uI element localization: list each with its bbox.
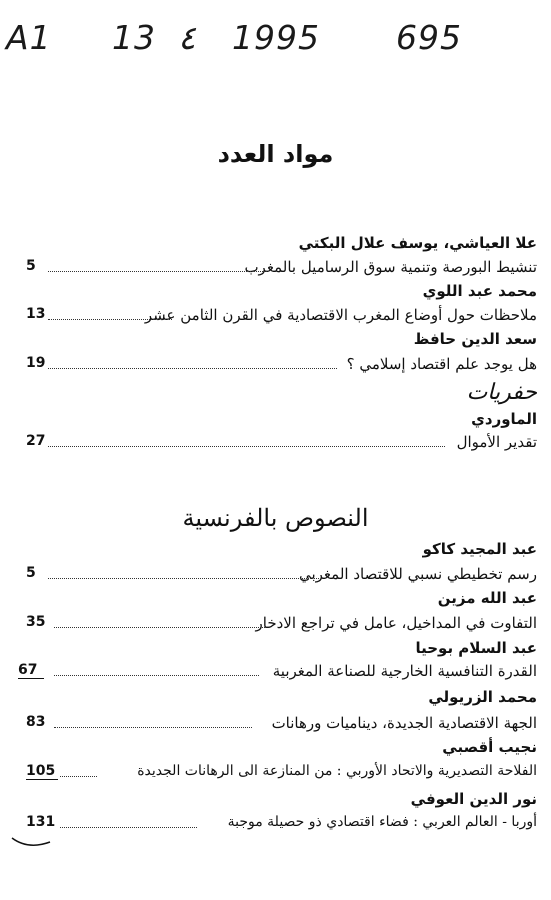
dot-leader [48,446,445,447]
dot-leader [60,776,97,777]
article-title: رسم تخطيطي نسبي للاقتصاد المغربي [298,565,537,583]
toc-entry [26,258,537,280]
dot-leader [54,675,259,676]
dot-leader [48,578,319,579]
section-heading: النصوص بالفرنسية [182,504,369,532]
author: علا العياشي، يوسف علال البكتي [298,234,537,252]
handwritten-day: 13 [112,18,156,57]
article-title: التفاوت في المداخيل، عامل في تراجع الادخار [255,614,537,632]
article-title: الجهة الاقتصادية الجديدة، ديناميات ورهانات [271,714,537,732]
author: نجيب أقصبي [442,738,537,756]
dot-leader [60,827,197,828]
page-number: 5 [26,565,36,581]
toc-entry [18,662,537,684]
toc-entry [26,814,537,836]
author: عبد الله مزين [437,589,537,607]
article-title: الفلاحة التصديرية والاتحاد الأوربي : من المنازعة الى الرهانات الجديدة [137,763,537,779]
page-number: 19 [26,355,46,371]
section-heading: حفريات [466,380,537,405]
author: محمد الزريولي [428,688,537,706]
toc-entry [26,714,537,736]
page-number: 35 [26,614,46,630]
author: عبد المجيد كاكو [422,540,537,558]
author: نور الدين العوفي [410,790,537,808]
page-number: 13 [26,306,46,322]
author: محمد عبد اللوي [422,282,537,300]
toc-entry [26,763,537,785]
page-number: 67 [18,662,44,679]
handwritten-number: 695 [396,18,462,57]
handwritten-year: 1995 [232,18,320,57]
author: الماوردي [471,410,537,428]
article-title: أوربا - العالم العربي : فضاء اقتصادي ذو حصيلة موجبة [227,814,537,830]
page-title: مواد العدد [217,140,334,168]
author: عبد السلام بوحيا [415,639,537,657]
dot-leader [54,727,252,728]
article-title: تنشيط البورصة وتنمية سوق الرساميل بالمغرب [244,258,537,276]
handwritten-code: A1 [6,18,52,57]
toc-entry [26,614,537,636]
article-title: القدرة التنافسية الخارجية للصناعة المغربية [272,662,537,680]
article-title: هل يوجد علم اقتصاد إسلامي ؟ [346,355,537,373]
page-number: 105 [26,763,58,780]
page-number: 83 [26,714,46,730]
page-number: 27 [26,433,46,449]
article-title: ملاحظات حول أوضاع المغرب الاقتصادية في القرن الثامن عشر [144,306,537,324]
page-number: 5 [26,258,36,274]
toc-entry [26,565,537,587]
page-number: 131 [26,814,56,830]
handwritten-underline-mark [10,836,52,850]
handwritten-month: ٤ [178,18,196,57]
dot-leader [48,319,172,320]
toc-entry [26,306,537,328]
article-title: تقدير الأموال [456,433,537,451]
dot-leader [48,368,337,369]
toc-entry [26,355,537,377]
author: سعد الدين حافظ [413,330,537,348]
toc-entry [26,433,537,455]
dot-leader [48,271,267,272]
dot-leader [54,627,265,628]
